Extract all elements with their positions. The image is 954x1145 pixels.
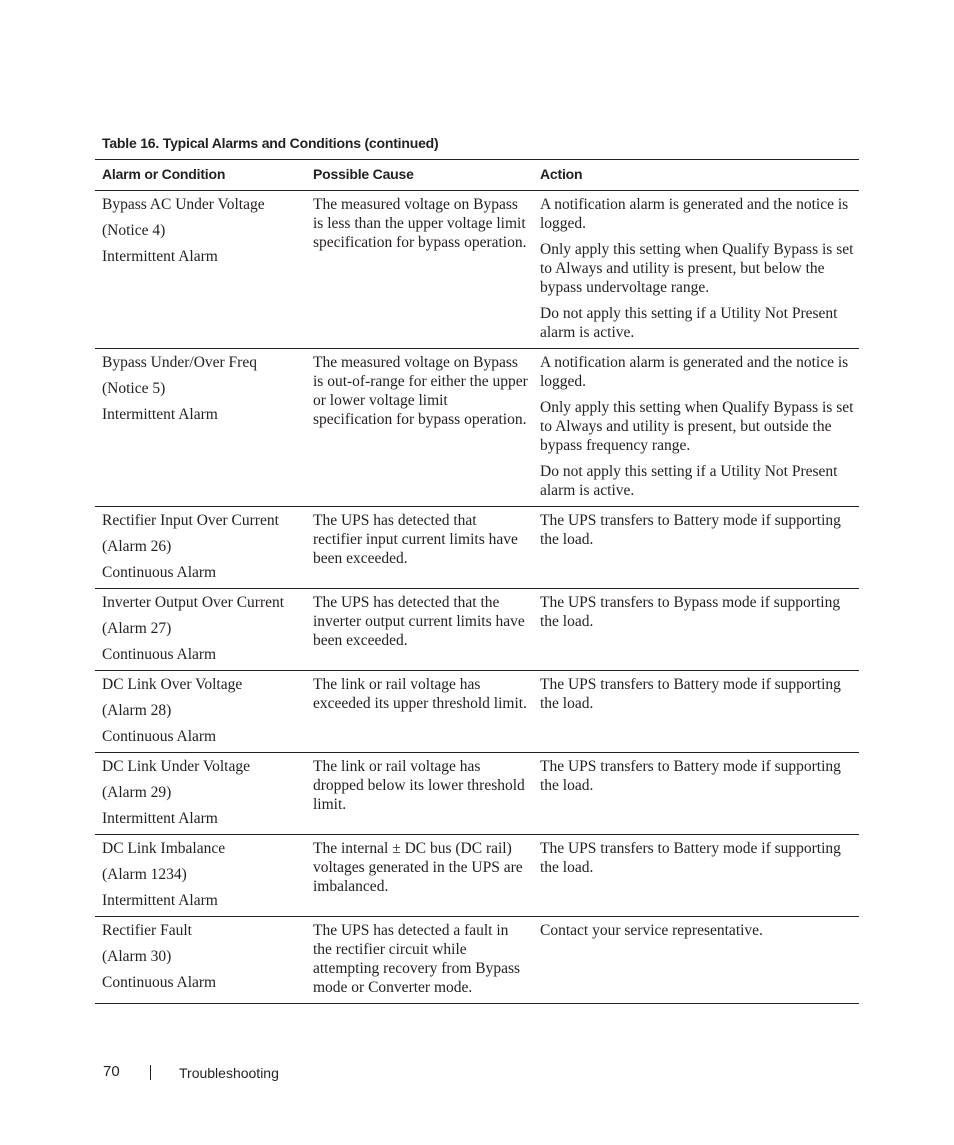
cell-paragraph: A notification alarm is generated and the notice is logged.: [540, 196, 849, 232]
action-cell: [533, 349, 859, 507]
condition-cell: [95, 349, 306, 507]
table-row: [95, 835, 859, 917]
cell-paragraph: Intermittent Alarm: [102, 892, 218, 909]
cell-paragraph: (Alarm 1234): [102, 866, 187, 883]
cell-paragraph: (Alarm 28): [102, 702, 172, 719]
cell-paragraph: Do not apply this setting if a Utility Not Present alarm is active.: [540, 305, 838, 341]
table-row: [95, 753, 859, 835]
action-cell: [533, 671, 859, 753]
table-body: [95, 191, 859, 1004]
condition-cell: [95, 671, 306, 753]
table-row: [95, 917, 859, 1004]
cause-cell: [306, 753, 533, 835]
cause-cell: [306, 917, 533, 1004]
condition-cell: [95, 507, 306, 589]
table-row: [95, 671, 859, 753]
cause-cell: [306, 589, 533, 671]
cell-paragraph: Continuous Alarm: [102, 728, 217, 745]
cell-paragraph: Intermittent Alarm: [102, 406, 218, 423]
cell-paragraph: Only apply this setting when Qualify Bypass is set to Always and utility is present, but outside the bypass frequency range.: [540, 399, 854, 454]
footer-section-title: Troubleshooting: [179, 1065, 279, 1081]
table-header-row: [95, 160, 859, 191]
condition-cell: [95, 917, 306, 1004]
cause-cell: [306, 835, 533, 917]
cell-paragraph: The UPS transfers to Bypass mode if supporting the load.: [540, 594, 841, 630]
cell-paragraph: Rectifier Input Over Current: [102, 512, 279, 529]
table-row: [95, 349, 859, 507]
cell-paragraph: The UPS has detected a fault in the rectifier circuit while attempting recovery from Bypass mode or Converter mode.: [313, 922, 521, 996]
cell-paragraph: The UPS transfers to Battery mode if supporting the load.: [540, 758, 841, 794]
header-possible-cause: Possible Cause: [306, 160, 533, 191]
cell-paragraph: (Alarm 30): [102, 948, 172, 965]
cell-paragraph: (Alarm 27): [102, 620, 172, 637]
action-cell: [533, 753, 859, 835]
table-row: [95, 191, 859, 349]
action-cell: [533, 917, 859, 1004]
cell-paragraph: Intermittent Alarm: [102, 810, 218, 827]
cell-paragraph: (Notice 5): [102, 380, 166, 397]
cell-paragraph: The UPS has detected that the inverter output current limits have been exceeded.: [313, 594, 525, 649]
cause-cell: [306, 191, 533, 349]
cell-paragraph: The link or rail voltage has exceeded its upper threshold limit.: [313, 676, 527, 712]
cell-paragraph: Bypass AC Under Voltage: [102, 196, 265, 213]
cell-paragraph: Only apply this setting when Qualify Bypass is set to Always and utility is present, but below the bypass undervoltage range.: [540, 241, 854, 296]
cell-paragraph: The UPS has detected that rectifier input current limits have been exceeded.: [313, 512, 518, 567]
action-cell: [533, 507, 859, 589]
cell-paragraph: The link or rail voltage has dropped below its lower threshold limit.: [313, 758, 525, 813]
cause-cell: [306, 349, 533, 507]
cell-paragraph: Continuous Alarm: [102, 974, 217, 991]
cell-paragraph: Inverter Output Over Current: [102, 594, 285, 611]
cause-cell: [306, 507, 533, 589]
cell-paragraph: (Alarm 29): [102, 784, 172, 801]
table-row: [95, 589, 859, 671]
condition-cell: [95, 191, 306, 349]
condition-cell: [95, 835, 306, 917]
cell-paragraph: Intermittent Alarm: [102, 248, 218, 265]
cell-paragraph: Do not apply this setting if a Utility Not Present alarm is active.: [540, 463, 838, 499]
cell-paragraph: DC Link Under Voltage: [102, 758, 250, 775]
header-action: Action: [533, 160, 859, 191]
cell-paragraph: DC Link Imbalance: [102, 840, 226, 857]
cell-paragraph: Contact your service representative.: [540, 922, 763, 939]
cell-paragraph: The UPS transfers to Battery mode if supporting the load.: [540, 840, 841, 876]
cause-cell: [306, 671, 533, 753]
cell-paragraph: Rectifier Fault: [102, 922, 192, 939]
cell-paragraph: The measured voltage on Bypass is less than the upper voltage limit specification for bypass operation.: [313, 196, 527, 251]
cell-paragraph: Continuous Alarm: [102, 564, 217, 581]
cell-paragraph: A notification alarm is generated and the notice is logged.: [540, 354, 849, 390]
action-cell: [533, 835, 859, 917]
cell-paragraph: The measured voltage on Bypass is out-of-range for either the upper or lower voltage limit specification for bypass operation.: [313, 354, 528, 428]
page-number: 70: [103, 1063, 120, 1080]
cell-paragraph: The UPS transfers to Battery mode if supporting the load.: [540, 676, 841, 712]
footer-divider: [150, 1065, 151, 1080]
cell-paragraph: (Notice 4): [102, 222, 166, 239]
condition-cell: [95, 589, 306, 671]
action-cell: [533, 589, 859, 671]
cell-paragraph: The UPS transfers to Battery mode if supporting the load.: [540, 512, 841, 548]
alarms-table: [95, 159, 859, 1004]
table-caption: Table 16. Typical Alarms and Conditions (continued): [102, 135, 439, 151]
cell-paragraph: The internal ± DC bus (DC rail) voltages generated in the UPS are imbalanced.: [313, 840, 523, 895]
cell-paragraph: Bypass Under/Over Freq: [102, 354, 257, 371]
header-alarm-or-condition: Alarm or Condition: [95, 160, 306, 191]
action-cell: [533, 191, 859, 349]
cell-paragraph: DC Link Over Voltage: [102, 676, 243, 693]
cell-paragraph: (Alarm 26): [102, 538, 172, 555]
cell-paragraph: Continuous Alarm: [102, 646, 217, 663]
condition-cell: [95, 753, 306, 835]
table-row: [95, 507, 859, 589]
